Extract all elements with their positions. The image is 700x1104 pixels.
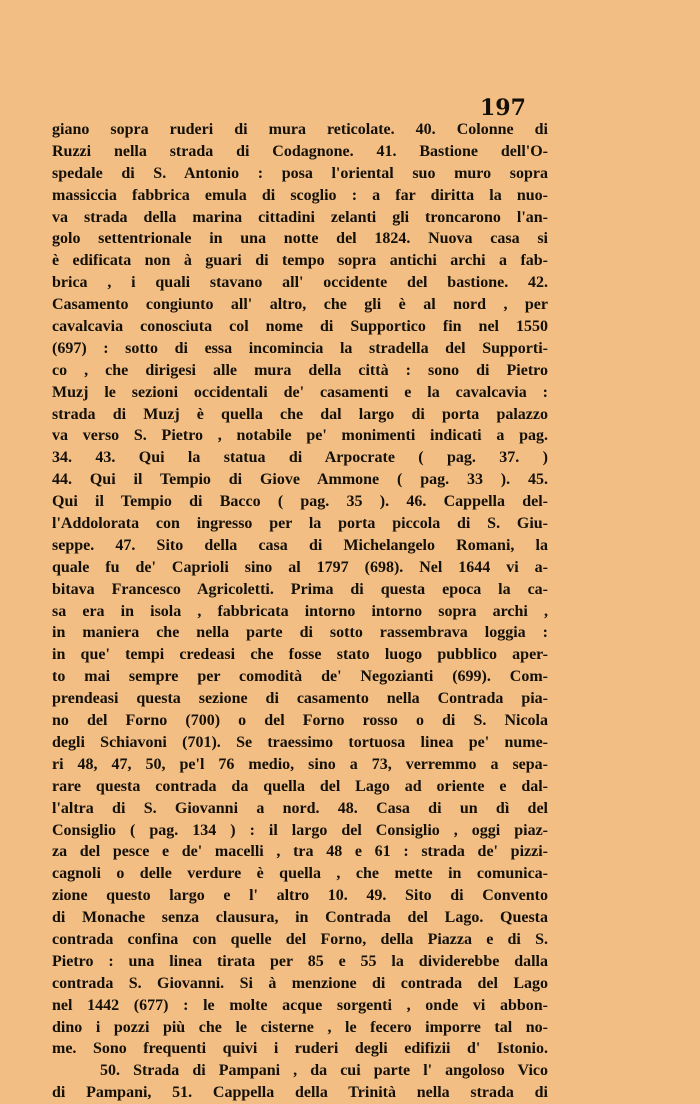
text-line: cavalcavia conosciuta col nome di Supportico fin nel 1550 — [52, 318, 548, 336]
text-line: Qui il Tempio di Bacco ( pag. 35 ). 46. Cappella del- — [52, 493, 548, 511]
text-line: sa era in isola , fabbricata intorno intorno sopra archi , — [52, 602, 548, 620]
text-line: me. Sono frequenti quivi i ruderi degli edifizii d' Istonio. — [52, 1040, 548, 1058]
text-line: 50. Strada di Pampani , da cui parte l' angoloso Vico — [100, 1062, 548, 1080]
text-line: l'altra di S. Giovanni a nord. 48. Casa di un dì del — [52, 799, 548, 817]
text-line: dino i pozzi più che le cisterne , le fecero imporre tal no- — [52, 1018, 548, 1036]
text-line: Muzj le sezioni occidentali de' casamenti e la cavalcavia : — [52, 383, 548, 401]
text-line: to mai sempre per comodità de' Negozianti (699). Com- — [52, 668, 548, 686]
text-line: in maniera che nella parte di sotto rassembrava loggia : — [52, 624, 548, 642]
text-line: di Pampani, 51. Cappella della Trinità nella strada di — [52, 1084, 548, 1102]
text-line: bitava Francesco Agricoletti. Prima di questa epoca la ca- — [52, 580, 548, 598]
text-line: golo settentrionale in una notte del 1824. Nuova casa si — [52, 230, 548, 248]
text-line: seppe. 47. Sito della casa di Michelangelo Romani, la — [52, 536, 548, 554]
text-line: Pietro : una linea tirata per 85 e 55 la dividerebbe dalla — [52, 952, 548, 970]
text-line: brica , i quali stavano all' occidente del bastione. 42. — [52, 274, 548, 292]
text-line: Consiglio ( pag. 134 ) : il largo del Consiglio , oggi piaz- — [52, 821, 548, 839]
text-line: massiccia fabbrica emula di scoglio : a far diritta la nuo- — [52, 186, 548, 204]
text-line: co , che dirigesi alle mura della città : sono di Pietro — [52, 361, 548, 379]
text-line: (697) : sotto di essa incomincia la stradella del Supporti- — [52, 339, 548, 357]
text-line: in que' tempi credeasi che fosse stato luogo pubblico aper- — [52, 646, 548, 664]
text-line: ri 48, 47, 50, pe'l 76 medio, sino a 73, verremmo a sepa- — [52, 755, 548, 773]
text-line: no del Forno (700) o del Forno rosso o di S. Nicola — [52, 712, 548, 730]
text-line: di Monache senza clausura, in Contrada del Lago. Questa — [52, 909, 548, 927]
text-line: degli Schiavoni (701). Se traessimo tortuosa linea pe' nume- — [52, 733, 548, 751]
text-line: strada di Muzj è quella che dal largo di porta palazzo — [52, 405, 548, 423]
text-line: spedale di S. Antonio : posa l'oriental suo muro sopra — [52, 164, 548, 182]
page-text — [52, 119, 548, 1104]
text-line: prendeasi questa sezione di casamento nella Contrada pia- — [52, 690, 548, 708]
text-line: Casamento congiunto all' altro, che gli è al nord , per — [52, 296, 548, 314]
text-line: va verso S. Pietro , notabile pe' monimenti indicati a pag. — [52, 427, 548, 445]
text-line: nel 1442 (677) : le molte acque sorgenti , onde vi abbon- — [52, 996, 548, 1014]
text-line: contrada S. Giovanni. Si à menzione di contrada del Lago — [52, 974, 548, 992]
text-line: 34. 43. Qui la statua di Arpocrate ( pag. 37. ) — [52, 449, 548, 467]
page-number: 197 — [480, 95, 526, 121]
text-line: va strada della marina cittadini zelanti gli troncarono l'an- — [52, 208, 548, 226]
text-line: l'Addolorata con ingresso per la porta piccola di S. Giu- — [52, 515, 548, 533]
text-line: giano sopra ruderi di mura reticolate. 40. Colonne di — [52, 121, 548, 138]
text-line: cagnoli o delle verdure è quella , che mette in comunica- — [52, 865, 548, 883]
text-line: contrada confina con quelle del Forno, della Piazza e di S. — [52, 930, 548, 948]
text-line: è edificata non à guari di tempo sopra antichi archi a fab- — [52, 252, 548, 270]
text-line: rare questa contrada da quella del Lago ad oriente e dal- — [52, 777, 548, 795]
text-line: za del pesce e de' macelli , tra 48 e 61 : strada de' pizzi- — [52, 843, 548, 861]
text-line: 44. Qui il Tempio di Giove Ammone ( pag. 33 ). 45. — [52, 471, 548, 489]
text-line: Ruzzi nella strada di Codagnone. 41. Bastione dell'O- — [52, 142, 548, 160]
text-line: quale fu de' Caprioli sino al 1797 (698). Nel 1644 vi a- — [52, 558, 548, 576]
text-line: zione questo largo e l' altro 10. 49. Sito di Convento — [52, 887, 548, 905]
